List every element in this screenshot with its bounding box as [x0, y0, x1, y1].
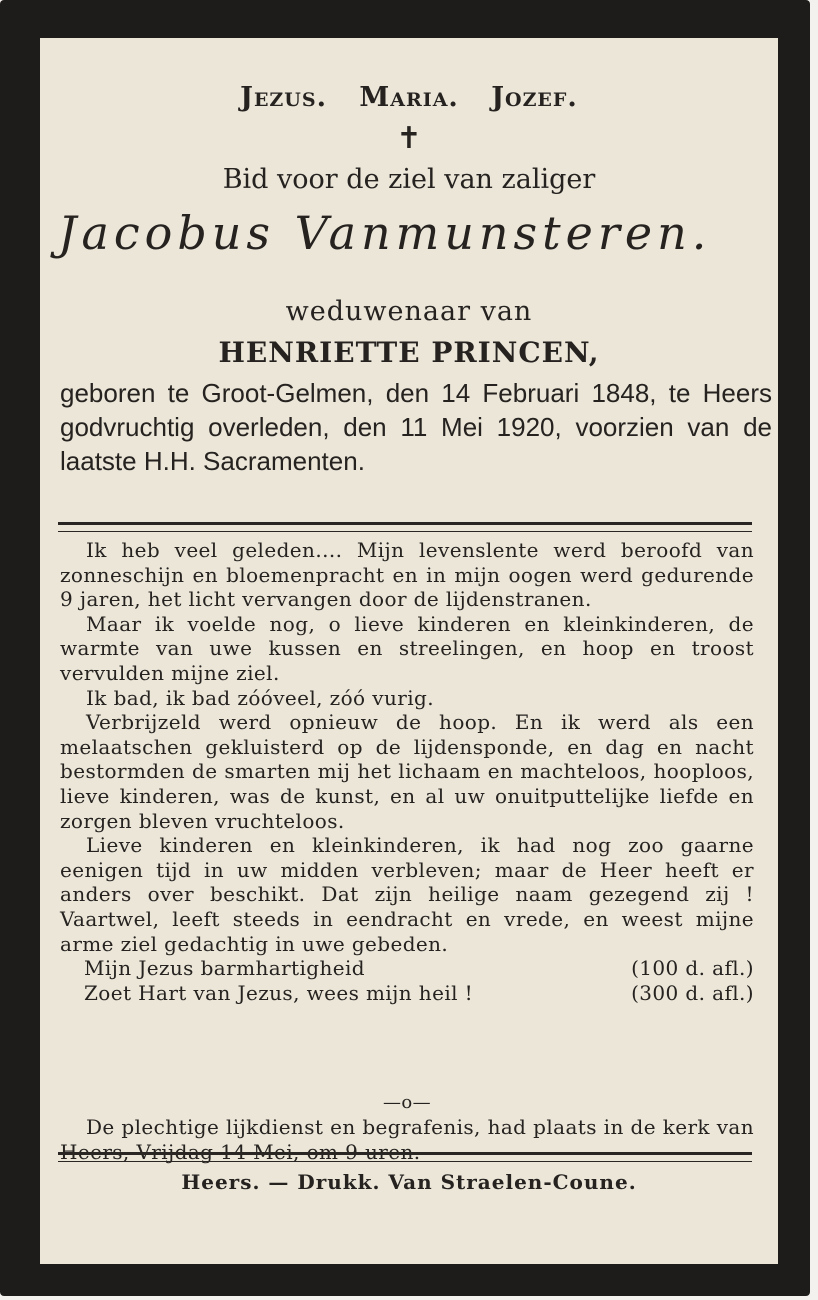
poem-paragraph: Ik bad, ik bad zóóveel, zóó vurig. — [86, 685, 434, 710]
prayer-intro: Bid voor de ziel van zaliger — [222, 164, 596, 195]
biography: geboren te Groot-Gelmen, den 14 Februari 1848, te Heers godvruchtig overleden, den 11 Mei 1920, voorzien van de laatste H.H. Sacramenten. — [60, 378, 772, 476]
divider-bottom — [58, 1152, 752, 1162]
header-jezus-maria-jozef: Jezus. Maria. Jozef. — [240, 82, 578, 113]
indulgence-prayer: Mijn Jezus barmhartigheid — [84, 956, 365, 981]
poem-paragraph: Lieve kinderen en kleinkinderen, ik had nog zoo gaarne eenigen tijd in uw midden verbleven; maar de Heer heeft er anders over beschikt. Dat zijn heilige naam gezegend zij ! Vaartwel, leeft steeds in eendracht en vrede, en weest mijne arme ziel gedachtig in uwe gebeden. — [60, 833, 754, 956]
poem-paragraph: Verbrijzeld werd opnieuw de hoop. En ik werd als een melaatschen gekluisterd op de lijdensponde, en dag en nacht bestormden de smarten mij het lichaam en machteloos, hooploos, lieve kinderen, was de kunst, en al uw onuitputtelijke liefde en zorgen bleven vruchteloos. — [60, 710, 754, 833]
relation-text: weduwenaar van — [285, 296, 533, 327]
divider-top — [58, 522, 752, 532]
indulgence-prayer: Zoet Hart van Jezus, wees mijn heil ! — [84, 980, 474, 1005]
printer-imprint: Heers. — Drukk. Van Straelen-Coune. — [181, 1170, 637, 1194]
memorial-text — [60, 538, 754, 1005]
poem-paragraph: Ik heb veel geleden.... Mijn levenslente werd beroofd van zonneschijn en bloemenpracht en in mijn oogen werd gedurende 9 jaren, het licht vervangen door de lijdenstranen. — [60, 538, 754, 612]
indulgence-note: (300 d. afl.) — [631, 980, 754, 1005]
card-paper — [40, 38, 778, 1264]
separator: —o— — [382, 1092, 432, 1113]
deceased-name: Jacobus Vanmunsteren. — [58, 206, 712, 260]
indulgence-line — [60, 956, 754, 981]
funeral-notice: De plechtige lijkdienst en begrafenis, had plaats in de kerk van Heers, Vrijdag 14 Mei, om 9 uren. — [60, 1115, 754, 1164]
poem-paragraph: Maar ik voelde nog, o lieve kinderen en kleinkinderen, de warmte van uwe kussen en streelingen, en hoop en troost vervulden mijne ziel. — [60, 611, 754, 685]
indulgence-line — [60, 981, 754, 1006]
spouse-name: HENRIETTE PRINCEN, — [218, 336, 600, 369]
indulgence-note: (100 d. afl.) — [631, 956, 754, 981]
cross-icon: ✝ — [396, 121, 422, 156]
